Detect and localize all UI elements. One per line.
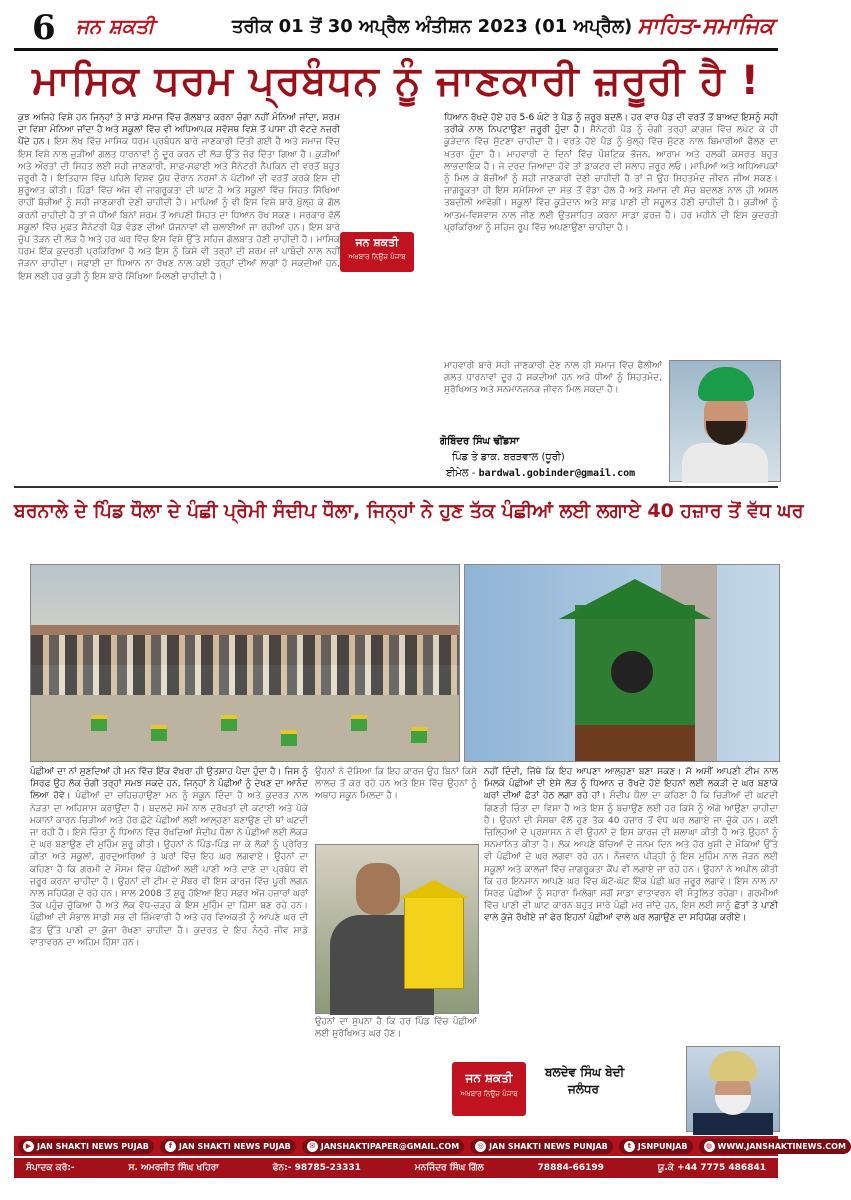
footer-youtube-link[interactable] — [18, 1139, 154, 1154]
photo-bird-box-hole — [611, 651, 653, 693]
promo2-logo-text: ਜਨ ਸ਼ਕਤੀ — [465, 1071, 513, 1085]
footer-editor-label: ਸੰਪਾਦਕ ਕਰੋ:- — [26, 1163, 75, 1173]
youtube-icon: ▶ — [23, 1141, 34, 1152]
footer-facebook-link[interactable] — [160, 1139, 296, 1154]
article1-col2-text: ਧਿਆਨ ਰੱਖਦੇ ਹੋਏ ਹਰ 5-6 ਘੰਟੇ ਤੇ ਪੈਡ ਨੂੰ ਜ਼ਰੂਰ ਬਦਲੋ। ਹਰ ਵਾਰ ਪੈਡ ਦੀ ਵਰਤੋਂ ਤੋਂ ਬਾਅਦ ਇਸਨੂੰ ਸਹੀ ਤਰੀਕੇ ਨਾਲ ਨਿਪਟਾਉਣਾ ਜ਼ਰੂਰੀ ਹੁੰਦਾ ਹੈ। — [444, 113, 778, 136]
article2-byline-name: ਬਲਦੇਵ ਸਿੰਘ ਬੇਦੀ — [545, 1065, 625, 1079]
bird-house-icon — [351, 715, 367, 731]
article2-col1-filler: ਪੰਛੀਆਂ ਦਾ ਚਹਿਚਹਾਉਣਾ ਮਨ ਨੂੰ ਸਕੂਨ ਦਿੰਦਾ ਹੈ ਅਤੇ ਕੁਦਰਤ ਨਾਲ ਨੇੜਤਾ ਦਾ ਅਹਿਸਾਸ ਕਰਾਉਂਦਾ ਹੈ। ਬਦਲਦੇ ਸਮੇਂ ਨਾਲ ਦਰੱਖਤਾਂ ਦੀ ਕਟਾਈ ਅਤੇ ਪੱਕੇ ਮਕਾਨਾਂ ਕਾਰਨ ਚਿੜੀਆਂ ਅਤੇ ਹੋਰ ਛੋਟੇ ਪੰਛੀਆਂ ਲਈ ਆਲ੍ਹਣਾ ਬਣਾਉਣ ਦੀ ਥਾਂ ਘਟਦੀ ਜਾ ਰਹੀ ਹੈ। ਇਸੇ ਚਿੰਤਾ ਨੂੰ ਧਿਆਨ ਵਿੱਚ ਰੱਖਦਿਆਂ ਸੰਦੀਪ ਧੌਲਾ ਨੇ ਪੰਛੀਆਂ ਲਈ ਲੱਕੜ ਦੇ ਘਰ ਬਣਾਉਣ ਦੀ ਮੁਹਿੰਮ ਸ਼ੁਰੂ ਕੀਤੀ। ਉਹਨਾਂ ਨੇ ਪਿੰਡ-ਪਿੰਡ ਜਾ ਕੇ ਲੋਕਾਂ ਨੂੰ ਪ੍ਰੇਰਿਤ ਕੀਤਾ ਅਤੇ ਸਕੂਲਾਂ, ਗੁਰਦੁਆਰਿਆਂ ਤੇ ਘਰਾਂ ਵਿੱਚ ਇਹ ਘਰ ਲਗਵਾਏ। ਉਹਨਾਂ ਦਾ ਕਹਿਣਾ ਹੈ ਕਿ ਗਰਮੀ ਦੇ ਮੌਸਮ ਵਿੱਚ ਪੰਛੀਆਂ ਲਈ ਪਾਣੀ ਅਤੇ ਦਾਣੇ ਦਾ ਪ੍ਰਬੰਧ ਵੀ ਜ਼ਰੂਰ ਕਰਨਾ ਚਾਹੀਦਾ ਹੈ। ਉਹਨਾਂ ਦੀ ਟੀਮ ਦੇ ਮੈਂਬਰ ਵੀ ਇਸ ਕਾਰਜ ਵਿੱਚ ਪੂਰੀ ਲਗਨ ਨਾਲ ਸਹਿਯੋਗ ਦੇ ਰਹੇ ਹਨ। ਸਾਲ 2008 ਤੋਂ ਸ਼ੁਰੂ ਹੋਇਆ ਇਹ ਸਫ਼ਰ ਅੱਜ ਹਜ਼ਾਰਾਂ ਘਰਾਂ ਤੱਕ ਪਹੁੰਚ ਚੁੱਕਿਆ ਹੈ ਅਤੇ ਲੋਕ ਵੱਧ-ਚੜ੍ਹ ਕੇ ਇਸ ਮੁਹਿੰਮ ਦਾ ਹਿੱਸਾ ਬਣ ਰਹੇ ਹਨ। ਪੰਛੀਆਂ ਦੀ ਸੰਭਾਲ ਸਾਡੀ ਸਭ ਦੀ ਜ਼ਿੰਮੇਵਾਰੀ ਹੈ ਅਤੇ ਹਰ ਵਿਅਕਤੀ ਨੂੰ ਆਪਣੇ ਘਰ ਦੀ ਛੱਤ ਉੱਤੇ ਪਾਣੀ ਦਾ ਕੁੱਜਾ ਰੱਖਣਾ ਚਾਹੀਦਾ ਹੈ। ਕੁਦਰਤ ਦੇ ਇਹ ਨੰਨ੍ਹੇ ਜੀਵ ਸਾਡੇ ਵਾਤਾਵਰਨ ਦਾ ਅਹਿਮ ਹਿੱਸਾ ਹਨ। — [30, 791, 308, 948]
article2-col1c-filler: ਉਹਨਾਂ ਦਾ ਸੁਪਨਾ ਹੈ ਕਿ ਹਰ ਪਿੰਡ ਵਿੱਚ ਪੰਛੀਆਂ ਲਈ ਸੁਰੱਖਿਅਤ ਘਰ ਹੋਣ। — [315, 1017, 477, 1040]
photo2-turban — [709, 1051, 757, 1081]
footer-youtube-label: JAN SHAKTI NEWS PUJAB — [37, 1141, 149, 1151]
footer-instagram-link[interactable] — [470, 1139, 613, 1154]
footer-manager-name: ਮਨਜਿੰਦਰ ਸਿੰਘ ਗਿੱਲ — [414, 1163, 484, 1173]
photo-bird-box-base — [575, 725, 695, 761]
footer-website-label: WWW.JANSHAKTINEWS.COM — [717, 1141, 846, 1151]
promo2-tagline: ਅਖਬਾਰ ਨਿਊਜ਼ ਪੰਜਾਬ — [460, 1090, 518, 1098]
article1-promo-logo — [340, 232, 414, 272]
promo-logo-text: ਜਨ ਸ਼ਕਤੀ — [355, 236, 399, 249]
photo-man-head — [356, 863, 400, 915]
section-divider — [14, 486, 778, 488]
article2-col3-tail: ਛੱਤਾਂ ਤੇ ਪਾਣੀ ਵਾਲੇ ਕੁੱਜੇ ਰੱਖੀਏ ਜਾਂ ਫੇਰ ਇਹਨਾਂ ਪੰਛੀਆਂ ਵਾਲੇ ਘਰ ਲਗਾਉਣ ਦਾ ਸਹਿਯੋਗ ਕਰੀਏ। — [484, 901, 778, 924]
article1-col2-filler: ਸੈਨੇਟਰੀ ਪੈਡ ਨੂੰ ਚੰਗੀ ਤਰ੍ਹਾਂ ਕਾਗਜ਼ ਵਿੱਚ ਲਪੇਟ ਕੇ ਹੀ ਕੂੜੇਦਾਨ ਵਿੱਚ ਸੁੱਟਣਾ ਚਾਹੀਦਾ ਹੈ। ਵਰਤੇ ਹੋਏ ਪੈਡ ਨੂੰ ਖੁੱਲ੍ਹੇ ਵਿੱਚ ਸੁੱਟਣ ਨਾਲ ਬਿਮਾਰੀਆਂ ਫੈਲਣ ਦਾ ਖ਼ਤਰਾ ਹੁੰਦਾ ਹੈ। ਮਾਹਵਾਰੀ ਦੇ ਦਿਨਾਂ ਵਿੱਚ ਪੌਸ਼ਟਿਕ ਭੋਜਨ, ਆਰਾਮ ਅਤੇ ਹਲਕੀ ਕਸਰਤ ਬਹੁਤ ਲਾਭਦਾਇਕ ਹੈ। ਜੇ ਦਰਦ ਜ਼ਿਆਦਾ ਹੋਵੇ ਤਾਂ ਡਾਕਟਰ ਦੀ ਸਲਾਹ ਜ਼ਰੂਰ ਲਓ। ਮਾਪਿਆਂ ਅਤੇ ਅਧਿਆਪਕਾਂ ਨੂੰ ਮਿਲ ਕੇ ਬੱਚੀਆਂ ਨੂੰ ਸਹੀ ਜਾਣਕਾਰੀ ਦੇਣੀ ਚਾਹੀਦੀ ਹੈ ਤਾਂ ਜੋ ਉਹ ਸਿਹਤਮੰਦ ਜੀਵਨ ਜੀਅ ਸਕਣ। ਜਾਗਰੂਕਤਾ ਹੀ ਇਸ ਸਮੱਸਿਆ ਦਾ ਸਭ ਤੋਂ ਵੱਡਾ ਹੱਲ ਹੈ ਅਤੇ ਸਮਾਜ ਦੀ ਸੋਚ ਬਦਲਣ ਨਾਲ ਹੀ ਅਸਲ ਤਬਦੀਲੀ ਆਵੇਗੀ। ਸਕੂਲਾਂ ਵਿੱਚ ਕੂੜੇਦਾਨ ਅਤੇ ਸਾਫ਼ ਪਾਣੀ ਦੀ ਸਹੂਲਤ ਹੋਣੀ ਚਾਹੀਦੀ ਹੈ। ਕੁੜੀਆਂ ਨੂੰ ਆਤਮ-ਵਿਸ਼ਵਾਸ ਨਾਲ ਜੀਣ ਲਈ ਉਤਸ਼ਾਹਿਤ ਕਰਨਾ ਸਾਡਾ ਫ਼ਰਜ਼ ਹੈ। ਹਰ ਮਹੀਨੇ ਦੀ ਇਸ ਕੁਦਰਤੀ ਪ੍ਰਕਿਰਿਆ ਨੂੰ ਸਹਿਜ ਰੂਪ ਵਿੱਚ ਅਪਣਾਉਣਾ ਚਾਹੀਦਾ ਹੈ। — [444, 125, 778, 233]
bird-house-on-pole-photo — [464, 564, 780, 762]
footer-uk-phone: ਯੂ.ਕੇ +44 7775 486841 — [657, 1163, 766, 1173]
article2-col2-text: ਨਹੀਂ ਦਿੰਦੀ, ਜਿੱਥੇ ਕਿ ਇਹ ਆਪਣਾ ਆਲ੍ਹਣਾ ਬਣਾ ਸਕਣ। ਸੋ ਅਸੀਂ ਆਪਣੀ ਟੀਮ ਨਾਲ ਮਿਲਕੇ ਪੰਛੀਆਂ ਦੀ ਏਸੇ ਲੋੜ ਨੂੰ ਧਿਆਨ ਚ ਰੱਖਦੇ ਹੋਏ ਇਹਨਾਂ ਲਈ ਲਕੜੀ ਦੇ ਘਰ ਬਣਾਕੇ ਘਰਾਂ ਦੀਆਂ ਛੱਤਾਂ ਹੇਠ ਲਗਾ ਰਹੇ ਹਾਂ। — [484, 767, 778, 802]
byline-author-photo — [686, 1046, 780, 1132]
footer-facebook-label: JAN SHAKTI NEWS PUJAB — [178, 1141, 291, 1151]
footer-instagram-label: JAN SHAKTI NEWS PUNJAB — [489, 1141, 608, 1151]
footer-twitter-label: JSNPUNJAB — [637, 1141, 688, 1151]
author-photo — [669, 360, 781, 482]
twitter-icon: t — [624, 1141, 635, 1152]
sandeep-dhaula-photo — [315, 844, 479, 1014]
instagram-icon: ◎ — [475, 1141, 486, 1152]
email-icon: ✉ — [307, 1141, 318, 1152]
social-footer — [14, 1136, 846, 1156]
article1-col2b-filler: ਮਾਹਵਾਰੀ ਬਾਰੇ ਸਹੀ ਜਾਣਕਾਰੀ ਦੇਣ ਨਾਲ ਹੀ ਸਮਾਜ ਵਿੱਚ ਫੈਲੀਆਂ ਗਲਤ ਧਾਰਨਾਵਾਂ ਦੂਰ ਹੋ ਸਕਦੀਆਂ ਹਨ ਅਤੇ ਧੀਆਂ ਨੂੰ ਸਿਹਤਮੰਦ, ਸੁਰੱਖਿਅਤ ਅਤੇ ਸਨਮਾਨਜਨਕ ਜੀਵਨ ਮਿਲ ਸਕਦਾ ਹੈ। — [444, 361, 662, 396]
article2-column-1b — [315, 766, 477, 840]
article1-headline: ਮਾਸਿਕ ਧਰਮ ਪ੍ਰਬੰਧਨ ਨੂੰ ਜਾਣਕਾਰੀ ਜ਼ਰੂਰੀ ਹੈ ! — [32, 58, 760, 104]
author-email-link[interactable]: bardwal.gobinder@gmail.com — [478, 468, 636, 479]
article1-col1-filler: ਇਸ ਲੇਖ ਵਿੱਚ ਮਾਸਿਕ ਧਰਮ ਪ੍ਰਬੰਧਨ ਬਾਰੇ ਜਾਣਕਾਰੀ ਦਿੱਤੀ ਗਈ ਹੈ ਅਤੇ ਸਮਾਜ ਵਿੱਚ ਇਸ ਵਿਸ਼ੇ ਨਾਲ ਜੁੜੀਆਂ ਗਲਤ ਧਾਰਨਾਵਾਂ ਨੂੰ ਦੂਰ ਕਰਨ ਦੀ ਲੋੜ ਉੱਤੇ ਜ਼ੋਰ ਦਿੱਤਾ ਗਿਆ ਹੈ। ਕੁੜੀਆਂ ਅਤੇ ਔਰਤਾਂ ਦੀ ਸਿਹਤ ਲਈ ਸਹੀ ਜਾਣਕਾਰੀ, ਸਾਫ਼-ਸਫ਼ਾਈ ਅਤੇ ਸੈਨੇਟਰੀ ਨੈਪਕਿਨ ਦੀ ਵਰਤੋਂ ਬਹੁਤ ਜ਼ਰੂਰੀ ਹੈ। ਇਤਿਹਾਸ ਵਿੱਚ ਪਹਿਲੇ ਵਿਸ਼ਵ ਯੁੱਧ ਦੌਰਾਨ ਨਰਸਾਂ ਨੇ ਪੱਟੀਆਂ ਦੀ ਵਰਤੋਂ ਕਰਕੇ ਇਸ ਦੀ ਸ਼ੁਰੂਆਤ ਕੀਤੀ। ਪਿੰਡਾਂ ਵਿੱਚ ਅੱਜ ਵੀ ਜਾਗਰੂਕਤਾ ਦੀ ਘਾਟ ਹੈ ਅਤੇ ਸਕੂਲਾਂ ਵਿੱਚ ਸਿਹਤ ਸਿੱਖਿਆ ਰਾਹੀਂ ਬੱਚੀਆਂ ਨੂੰ ਸਹੀ ਜਾਣਕਾਰੀ ਦੇਣੀ ਚਾਹੀਦੀ ਹੈ। ਮਾਪਿਆਂ ਨੂੰ ਵੀ ਇਸ ਵਿਸ਼ੇ ਬਾਰੇ ਖੁੱਲ੍ਹ ਕੇ ਗੱਲ ਕਰਨੀ ਚਾਹੀਦੀ ਹੈ ਤਾਂ ਜੋ ਧੀਆਂ ਬਿਨਾਂ ਸ਼ਰਮ ਤੋਂ ਆਪਣੀ ਸਿਹਤ ਦਾ ਧਿਆਨ ਰੱਖ ਸਕਣ। ਸਰਕਾਰ ਵੱਲੋਂ ਸਕੂਲਾਂ ਵਿੱਚ ਮੁਫ਼ਤ ਸੈਨੇਟਰੀ ਪੈਡ ਵੰਡਣ ਦੀਆਂ ਯੋਜਨਾਵਾਂ ਵੀ ਚਲਾਈਆਂ ਜਾ ਰਹੀਆਂ ਹਨ। ਇਸ ਬਾਰੇ ਚੁੱਪ ਤੋੜਨ ਦੀ ਲੋੜ ਹੈ ਅਤੇ ਹਰ ਘਰ ਵਿੱਚ ਇਸ ਵਿਸ਼ੇ ਉੱਤੇ ਸਹਿਜ ਗੱਲਬਾਤ ਹੋਣੀ ਚਾਹੀਦੀ ਹੈ। ਮਾਸਿਕ ਧਰਮ ਇੱਕ ਕੁਦਰਤੀ ਪ੍ਰਕਿਰਿਆ ਹੈ ਅਤੇ ਇਸ ਨੂੰ ਕਿਸੇ ਵੀ ਤਰ੍ਹਾਂ ਦੀ ਸ਼ਰਮ ਜਾਂ ਪਾਬੰਦੀ ਨਾਲ ਨਹੀਂ ਜੋੜਨਾ ਚਾਹੀਦਾ। ਸਫ਼ਾਈ ਦਾ ਧਿਆਨ ਨਾ ਰੱਖਣ ਨਾਲ ਕਈ ਤਰ੍ਹਾਂ ਦੀਆਂ ਲਾਗਾਂ ਹੋ ਸਕਦੀਆਂ ਹਨ, ਇਸ ਲਈ ਹਰ ਕੁੜੀ ਨੂੰ ਇਸ ਬਾਰੇ ਸਿੱਖਿਆ ਮਿਲਣੀ ਚਾਹੀਦੀ ਹੈ। — [18, 137, 340, 282]
footer-twitter-link[interactable] — [619, 1139, 693, 1154]
article2-byline-city: ਜਲੰਧਰ — [568, 1082, 599, 1096]
article1-author-email-line — [446, 468, 635, 479]
article1-column-2 — [444, 112, 778, 358]
yellow-bird-house-icon — [404, 897, 464, 989]
bird-house-icon — [221, 715, 237, 731]
group-photo-people — [31, 635, 459, 695]
article2-column-1 — [30, 766, 308, 1126]
bird-house-icon — [151, 725, 167, 741]
bird-house-icon — [281, 730, 297, 746]
email-label: ਈਮੇਲ - — [446, 468, 476, 479]
article2-col1-text: ਪੰਛੀਆਂ ਦਾ ਨਾਂ ਸੁਣਦਿਆਂ ਹੀ ਮਨ ਵਿੱਚ ਇੱਕ ਵੱਖਰਾ ਹੀ ਉਤਸ਼ਾਹ ਪੈਦਾ ਹੁੰਦਾ ਹੈ। ਜਿਸ ਨੂੰ ਸਿਰਫ਼ ਉਹ ਲੋਕ ਚੰਗੀ ਤਰ੍ਹਾਂ ਸਮਝ ਸਕਦੇ ਹਨ, ਜਿਨ੍ਹਾਂ ਨੇ ਪੰਛੀਆਂ ਨੂੰ ਦੇਖਣ ਦਾ ਆਨੰਦ ਲਿਆ ਹੋਵੇ। — [30, 767, 308, 802]
article2-col1b-filler: ਉਹਨਾਂ ਨੇ ਦੱਸਿਆ ਕਿ ਇਹ ਕਾਰਜ ਉਹ ਬਿਨਾਂ ਕਿਸੇ ਲਾਲਚ ਤੋਂ ਕਰ ਰਹੇ ਹਨ ਅਤੇ ਇਸ ਵਿੱਚ ਉਹਨਾਂ ਨੂੰ ਅਥਾਹ ਸਕੂਨ ਮਿਲਦਾ ਹੈ। — [315, 767, 477, 802]
photo-bird-box-roof — [559, 579, 711, 619]
section-title: ਸਾਹਿਤ-ਸਮਾਜਿਕ — [637, 14, 774, 39]
article1-author-name: ਗੋਬਿੰਦਰ ਸਿੰਘ ਢੀਂਡਸਾ — [440, 436, 520, 447]
footer-phone-1: ਫੋਨ:- 98785-23331 — [272, 1163, 361, 1173]
photo2-suit — [693, 1113, 773, 1135]
author-photo-turban — [698, 367, 754, 401]
article2-column-2 — [484, 766, 778, 1042]
author-photo-body — [682, 443, 768, 483]
promo-tagline: ਅਖਬਾਰ ਨਿਊਜ਼ ਪੰਜਾਬ — [348, 253, 406, 261]
issue-date: ਤਰੀਕ 01 ਤੋਂ 30 ਅਪ੍ਰੈਲ ਅੰਤੀਸ਼ਨ 2023 (01 ਅਪ੍ਰੈਲ) — [232, 16, 633, 37]
contact-footer — [14, 1158, 778, 1178]
footer-phone-2: 78884-66199 — [537, 1163, 604, 1173]
facebook-icon: f — [165, 1141, 176, 1152]
article2-promo-logo — [452, 1062, 526, 1116]
footer-email-label: JANSHAKTIPAPER@GMAIL.COM — [320, 1141, 460, 1151]
page-number: 6 — [32, 8, 56, 48]
photo2-beard — [715, 1095, 751, 1115]
article1-column-2b — [444, 360, 662, 432]
masthead-logo: ਜਨ ਸ਼ਕਤੀ — [76, 14, 155, 38]
article1-col1-text: ਕੁਝ ਅਜਿਹੇ ਵਿਸ਼ੇ ਹਨ ਜਿਨ੍ਹਾਂ ਤੇ ਸਾਡੇ ਸਮਾਜ ਵਿੱਚ ਗੱਲਬਾਤ ਕਰਨਾ ਚੰਗਾ ਨਹੀਂ ਮੰਨਿਆਂ ਜਾਂਦਾ, ਸ਼ਰਮ ਦਾ ਵਿਸ਼ਾ ਮੰਨਿਆ ਜਾਂਦਾ ਹੈ ਅਤੇ ਸਕੂਲਾਂ ਵਿੱਚ ਵੀ ਅਧਿਆਪਕ ਸਵੱਸਥ ਵਿਸ਼ੇ ਤੋਂ ਪਾਸਾ ਹੀ ਵੱਟਦੇ ਨਜ਼ਰੀ ਪੈਂਦੇ ਹਨ। — [18, 113, 340, 148]
footer-website-link[interactable] — [699, 1139, 851, 1154]
footer-editor-name: ਸ. ਅਮਰਜੀਤ ਸਿੰਘ ਖਹਿਰਾ — [128, 1163, 219, 1173]
page-header — [14, 8, 778, 51]
bird-house-icon — [91, 715, 107, 731]
article1-author-address: ਪਿੰਡ ਤੇ ਡਾਕ. ਬਰੜਵਾਲ (ਧੂਰੀ) — [452, 452, 565, 463]
globe-icon: ◍ — [704, 1141, 715, 1152]
author-photo-beard — [706, 421, 746, 445]
bird-house-icon — [411, 727, 427, 743]
footer-email-link[interactable] — [302, 1139, 464, 1154]
article2-col2-filler: ਸੰਦੀਪ ਧੌਲਾ ਦਾ ਕਹਿਣਾ ਹੈ ਕਿ ਚਿੜੀਆਂ ਦੀ ਘਟਦੀ ਗਿਣਤੀ ਚਿੰਤਾ ਦਾ ਵਿਸ਼ਾ ਹੈ ਅਤੇ ਇਸ ਨੂੰ ਬਚਾਉਣ ਲਈ ਹਰ ਕਿਸੇ ਨੂੰ ਅੱਗੇ ਆਉਣਾ ਚਾਹੀਦਾ ਹੈ। ਉਹਨਾਂ ਦੀ ਸੰਸਥਾ ਵੱਲੋਂ ਹੁਣ ਤੱਕ 40 ਹਜ਼ਾਰ ਤੋਂ ਵੱਧ ਘਰ ਲਗਾਏ ਜਾ ਚੁੱਕੇ ਹਨ। ਕਈ ਜ਼ਿਲ੍ਹਿਆਂ ਦੇ ਪ੍ਰਸ਼ਾਸਨ ਨੇ ਵੀ ਉਹਨਾਂ ਦੇ ਇਸ ਕਾਰਜ ਦੀ ਸ਼ਲਾਘਾ ਕੀਤੀ ਹੈ ਅਤੇ ਉਹਨਾਂ ਨੂੰ ਸਨਮਾਨਿਤ ਕੀਤਾ ਹੈ। ਲੋਕ ਆਪਣੇ ਬੱਚਿਆਂ ਦੇ ਜਨਮ ਦਿਨ ਅਤੇ ਹੋਰ ਖੁਸ਼ੀ ਦੇ ਮੌਕਿਆਂ ਉੱਤੇ ਵੀ ਪੰਛੀਆਂ ਦੇ ਘਰ ਲਗਵਾ ਰਹੇ ਹਨ। ਨੌਜਵਾਨ ਪੀੜ੍ਹੀ ਨੂੰ ਇਸ ਮੁਹਿੰਮ ਨਾਲ ਜੋੜਨ ਲਈ ਸਕੂਲਾਂ ਅਤੇ ਕਾਲਜਾਂ ਵਿੱਚ ਜਾਗਰੂਕਤਾ ਕੈਂਪ ਵੀ ਲਗਾਏ ਜਾ ਰਹੇ ਹਨ। ਉਹਨਾਂ ਨੇ ਅਪੀਲ ਕੀਤੀ ਕਿ ਹਰ ਇਨਸਾਨ ਆਪਣੇ ਘਰ ਵਿੱਚ ਘੱਟੋ-ਘੱਟ ਇੱਕ ਪੰਛੀ ਘਰ ਜ਼ਰੂਰ ਲਗਾਵੇ। ਇਸ ਨਾਲ ਨਾ ਸਿਰਫ਼ ਪੰਛੀਆਂ ਨੂੰ ਸਹਾਰਾ ਮਿਲੇਗਾ ਸਗੋਂ ਸਾਡਾ ਵਾਤਾਵਰਨ ਵੀ ਸੰਤੁਲਿਤ ਰਹੇਗਾ। ਗਰਮੀਆਂ ਵਿੱਚ ਪਾਣੀ ਦੀ ਘਾਟ ਕਾਰਨ ਬਹੁਤ ਸਾਰੇ ਪੰਛੀ ਮਰ ਜਾਂਦੇ ਹਨ, ਇਸ ਲਈ ਸਾਨੂੰ — [484, 791, 778, 912]
article2-headline: ਬਰਨਾਲੇ ਦੇ ਪਿੰਡ ਧੌਲਾ ਦੇ ਪੰਛੀ ਪ੍ਰੇਮੀ ਸੰਦੀਪ ਧੌਲਾ, ਜਿਨ੍ਹਾਂ ਨੇ ਹੁਣ ਤੱਕ ਪੰਛੀਆਂ ਲਈ ਲਗਾਏ 40 ਹਜ਼ਾਰ ਤੋਂ ਵੱਧ ਘਰ — [14, 500, 804, 522]
group-photo-bird-houses — [30, 564, 460, 762]
article2-column-1c — [315, 1016, 477, 1056]
article1-column-1 — [18, 112, 340, 482]
